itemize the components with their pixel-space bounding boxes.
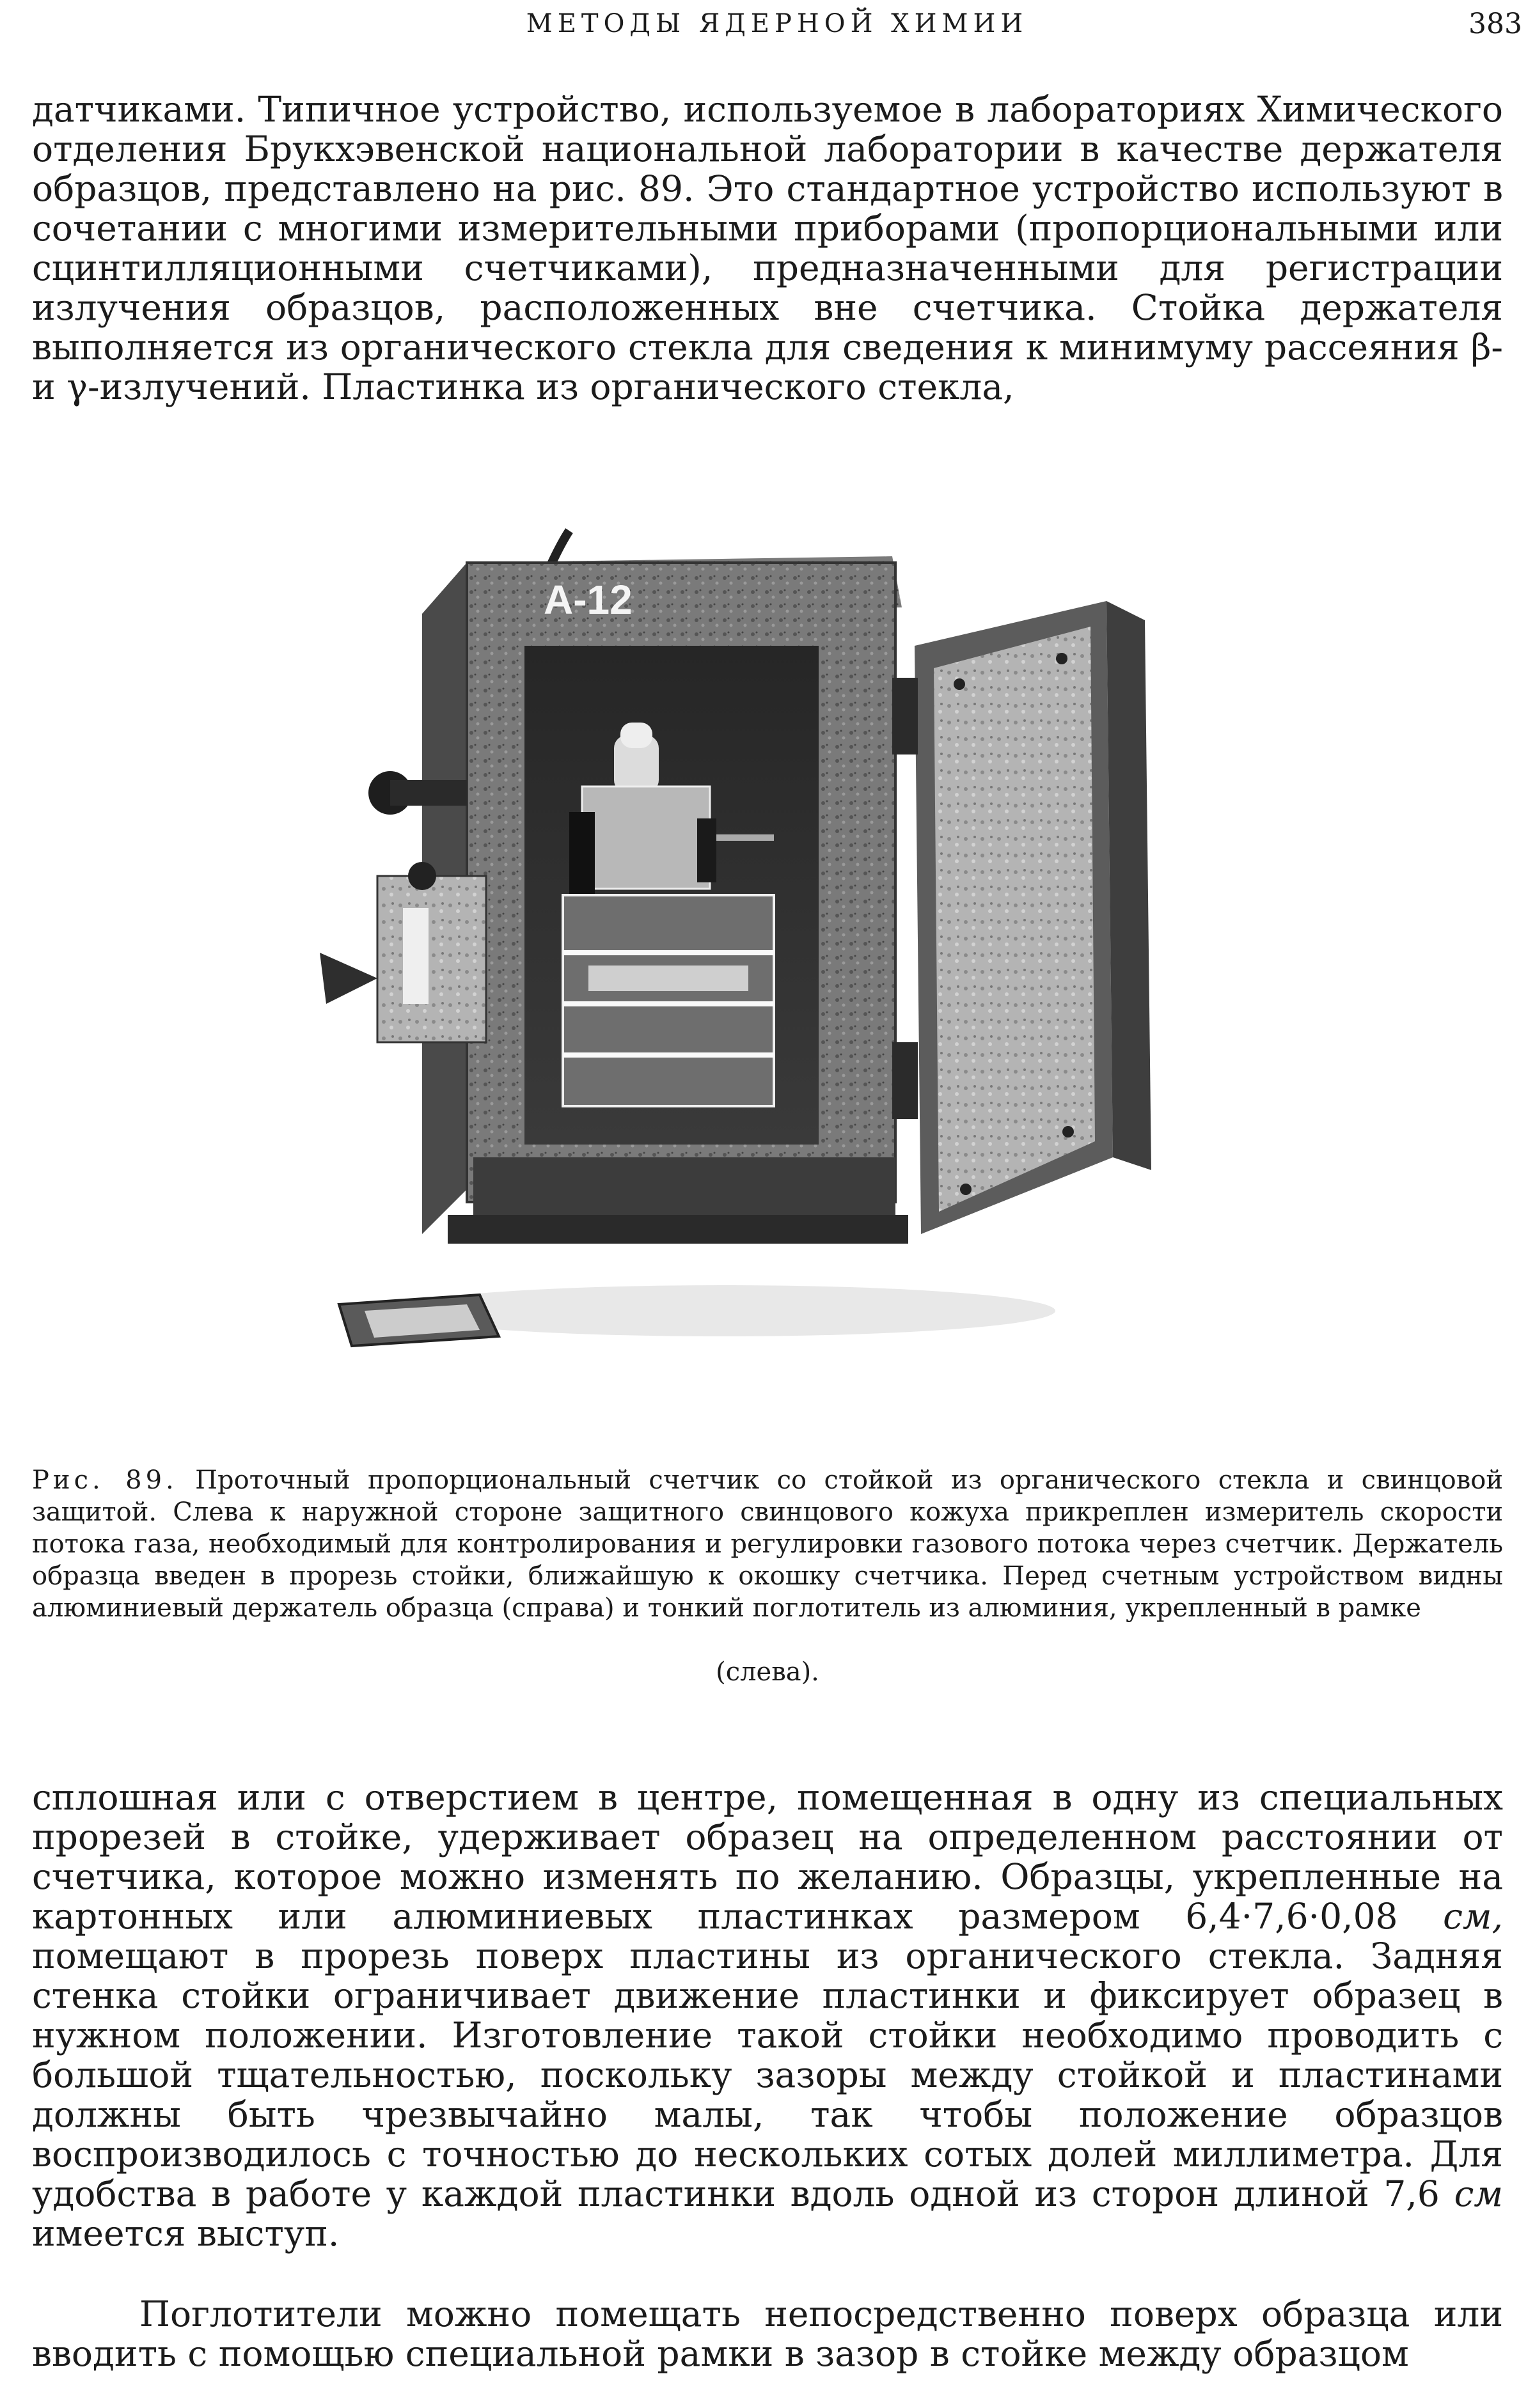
flow-meter [377,876,486,1042]
caption-end: (слева). [716,1657,819,1687]
page-number: 383 [1468,8,1522,40]
paragraph-description-part-3: имеется выступ. [32,2213,340,2254]
cabinet-marking: A-12 [544,577,633,623]
running-title: МЕТОДЫ ЯДЕРНОЙ ХИМИИ [526,9,1028,38]
figure-photo [313,518,1234,1368]
caption-label: Рис. 89. [32,1466,178,1495]
paragraph-description-part-2: помещают в прорезь поверх пластины из органического стекла. Задняя стенка стойки ограничивает движение пластинки и фиксирует образец в нужном положении. Изготовление такой стойки необходимо проводить с большой тщательностью, поскольку зазоры между стойкой и пластинами должны быть чрезвычайно малы, так чтобы положение образцов воспроизводилось с точностью до нескольких сотых долей миллиметра. Для удобства в работе у каждой пластинки вдоль одной из сторон длиной 7,6 [32,1935,1503,2214]
paragraph-description [32,1778,1503,2253]
page-header [32,5,1522,43]
paragraph-description-part-1: сплошная или с отверстием в центре, помещенная в одну из специальных прорезей в стойке, удерживает образец на определенном расстоянии от счетчика, которое можно изменять по желанию. Образцы, укрепленные на картонных или алюминиевых пластинках размером 6,4·7,6·0,08 [32,1777,1503,1937]
caption-text: Проточный пропорциональный счетчик со стойкой из органического стекла и свинцовой защитой. Слева к наружной стороне защитного свинцового кожуха прикреплен измеритель скорости потока газа, необходимый для контролирования и регулировки газового потока через счетчик. Держатель образца введен в прорезь стойки, ближайшую к окошку счетчика. Перед счетным устройством видны алюминиевый держатель образца (справа) и тонкий поглотитель из алюминия, укрепленный в рамке [32,1466,1503,1623]
counter-tube [582,786,710,889]
plexiglass-stand [563,895,774,1106]
counter-apparatus-photo [313,518,1234,1368]
unit-cm-2: см [1454,2173,1504,2214]
figure-caption [32,1464,1503,1624]
paragraph-absorbers: Поглотители можно помещать непосредственно поверх образца или вводить с помощью специальной рамки в зазор в стойке между образцом [32,2294,1503,2374]
paragraph-intro: датчиками. Типичное устройство, используемое в лабораториях Химического отделения Брукхэвенской национальной лаборатории в качестве держателя образцов, представлено на рис. 89. Это стандартное устройство используют в сочетании с многими измерительными приборами (пропорциональными или сцинтилляционными счетчиками), предназначенными для регистрации излучения образцов, расположенных вне счетчика. Стойка держателя выполняется из органического стекла для сведения к минимуму рассеяния β- и γ-излучений. Пластинка из органического стекла, [32,89,1503,407]
unit-cm-1: см, [1443,1896,1503,1937]
